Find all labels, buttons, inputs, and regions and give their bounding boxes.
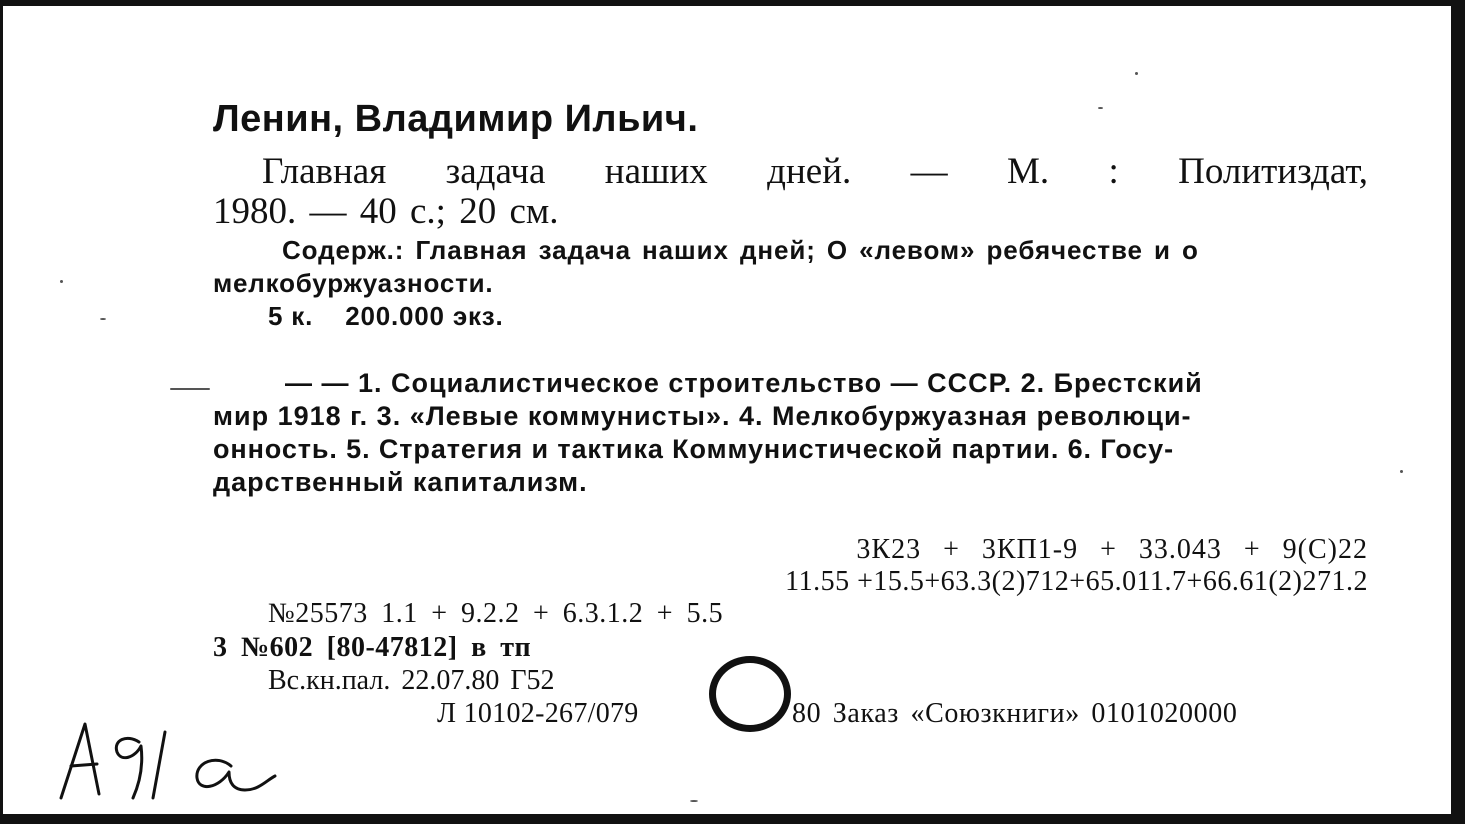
title-word: наших (604, 151, 708, 192)
paper-speck (170, 388, 210, 390)
price-print-run: 5 к. 200.000 экз. (268, 301, 504, 331)
author-heading: Ленин, Владимир Ильич. (213, 98, 699, 140)
classification-line-2: 11.55 +15.5+63.3(2)712+65.011.7+66.61(2)271.2 (785, 566, 1368, 597)
card-border-left (0, 0, 3, 824)
title-word: — (910, 151, 948, 192)
order-number: 3 №602 [80-47812] в тп (213, 632, 532, 663)
paper-speck (100, 318, 106, 320)
card-border-bottom (0, 814, 1465, 824)
contents-line-1: Содерж.: Главная задача наших дней; О «левом» ребячестве и о (282, 235, 1199, 265)
classification-line-3: №25573 1.1 + 9.2.2 + 6.3.1.2 + 5.5 (268, 598, 724, 629)
card-hole (709, 656, 791, 732)
order-code: 80 Заказ «Союзкниги» 0101020000 (792, 698, 1238, 729)
subjects-line-1: — — 1. Социалистическое строительство — СССР. 2. Брестский (285, 368, 1203, 398)
classification-line-1: 3К23 + 3КП1-9 + 33.043 + 9(С)22 (856, 534, 1368, 565)
subjects-line-3: онность. 5. Стратегия и тактика Коммунистической партии. 6. Госу- (213, 434, 1174, 464)
title-word: дней. (767, 151, 852, 192)
paper-speck (60, 280, 63, 283)
paper-speck (1098, 107, 1103, 109)
card-border-right (1451, 0, 1465, 824)
title-word: М. (1006, 151, 1050, 192)
contents-line-2: мелкобуржуазности. (213, 268, 494, 298)
paper-speck (1135, 72, 1138, 75)
license-number: Л 10102-267/079 (437, 698, 639, 729)
title-line-2: 1980. — 40 с.; 20 см. (213, 191, 559, 232)
title-line-1 (262, 153, 1368, 190)
card-border-top (0, 0, 1465, 6)
paper-speck (1400, 470, 1403, 473)
subjects-line-2: мир 1918 г. 3. «Левые коммунисты». 4. Мелкобуржуазная революци- (213, 401, 1192, 431)
title-word: Главная (262, 151, 387, 192)
title-word: задача (445, 151, 546, 192)
paper-speck (690, 800, 698, 802)
subjects-line-4: дарственный капитализм. (213, 467, 588, 497)
handwritten-shelf-mark (55, 710, 295, 805)
title-word: : (1108, 151, 1119, 192)
book-chamber-registration: Вс.кн.пал. 22.07.80 Г52 (268, 665, 555, 696)
title-word: Политиздат, (1178, 151, 1368, 192)
